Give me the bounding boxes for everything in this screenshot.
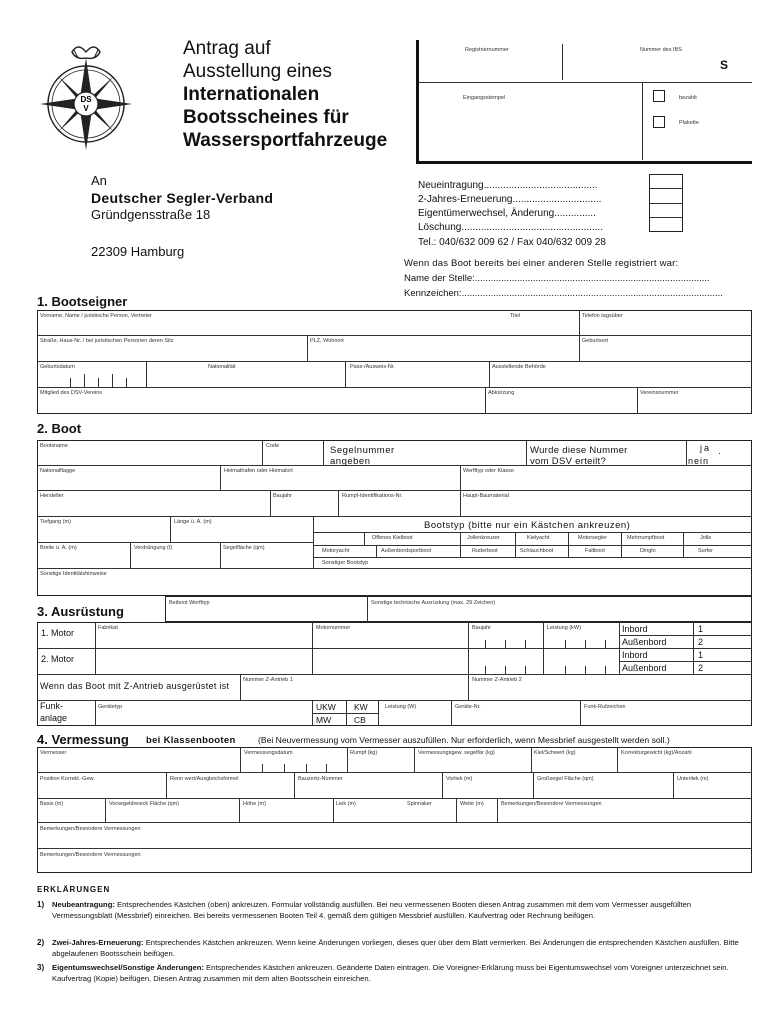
ibs-prefix: S bbox=[720, 58, 729, 72]
title-line-2: Ausstellung eines bbox=[183, 61, 332, 82]
section-4-table bbox=[37, 747, 752, 873]
geburtsdatum-label: Geburtsdatum bbox=[40, 364, 75, 370]
baujahr-label: Baujahr bbox=[273, 493, 292, 499]
explanation-3-text: Entsprechendes Kästchen ankreuzen. Geänderte Daten eintragen. Die Voreigner-Erklärung muss bei Eigentumswechsel vom Voreigner unterzeichnet sein. Kaufvertrag (Kopie) beifügen. Diesen Antrag zusammen mit dem alten Bootsschein einreichen. bbox=[52, 963, 729, 983]
motor-1-inbord: Inbord bbox=[622, 624, 648, 634]
motor-2-label: 2. Motor bbox=[41, 654, 75, 664]
weite-label: Weite (m) bbox=[460, 801, 484, 807]
explanation-3-number: 3) bbox=[37, 963, 45, 972]
explanation-1-text: Entsprechendes Kästchen (oben) ankreuzen. Formular vollständig ausfüllen. Bei neu vermessenen Booten diesen Antrag zusammen mit dem vom Vermesser ausgefüllten Vermessungsblatt (Messbrief) einreichen. Bei bereits vermessenen Booten Teil 4. gemäß dem gültigen Messbrief ausfüllen. Kaufvertrag oder Rechnung beifügen. bbox=[52, 900, 692, 920]
identitaet-label: Sonstige Identitätshinweise bbox=[40, 571, 107, 577]
explanation-1-number: 1) bbox=[37, 900, 45, 909]
funkanlage-label-2: anlage bbox=[40, 713, 68, 723]
hersteller-label: Hersteller bbox=[40, 493, 64, 499]
unterliek-label: Unterliek (m) bbox=[677, 776, 709, 782]
section-1-table bbox=[37, 310, 752, 414]
title-line-4: Bootsscheines für bbox=[183, 107, 349, 128]
explanation-1-heading: Neubeantragung: bbox=[52, 900, 115, 909]
motor-1-aussenbord-num: 2 bbox=[698, 637, 704, 647]
section-4-note: (Bei Neuvermessung vom Vermesser auszufüllen. Nur erforderlich, wenn Messbrief ausgestellt werden soll.) bbox=[258, 735, 670, 745]
bauzertz-label: Bauzertz-Nummer bbox=[298, 776, 343, 782]
kw-option[interactable]: KW bbox=[354, 702, 368, 712]
bezahlt-checkbox[interactable] bbox=[653, 90, 665, 102]
cb-option[interactable]: CB bbox=[354, 715, 366, 725]
position-label: Position Korrekt.-Gew. bbox=[40, 776, 95, 782]
geraetetyp-label: Gerätetyp bbox=[98, 704, 123, 710]
funkanlage-label: Funk- bbox=[40, 701, 64, 711]
titel-label: Titel bbox=[510, 313, 521, 319]
title-line-1: Antrag auf bbox=[183, 38, 271, 59]
vereinsnummer-label: Vereinsnummer bbox=[640, 390, 679, 396]
registered-kennzeichen: Kennzeichen:................................................................................................... bbox=[404, 288, 723, 299]
svg-text:V: V bbox=[83, 104, 89, 113]
address-org: Deutscher Segler-Verband bbox=[91, 190, 274, 206]
registered-question: Wenn das Boot bereits bei einer anderen Stelle registriert war: bbox=[404, 258, 679, 269]
bootstyp-jollenkreuzer[interactable]: Jollenkreuzer bbox=[467, 535, 500, 541]
mitglied-label: Mitglied des DSV-Vereins bbox=[40, 390, 103, 396]
vorliek-label: Vorliek (m) bbox=[446, 776, 473, 782]
bemerkungen-label-2: Bemerkungen/Besondere Vermessungen bbox=[40, 826, 141, 832]
eigentuemer-label: Eigentümerwechsel, Änderung............... bbox=[418, 208, 596, 219]
bootstyp-dinghi[interactable]: Dinghi bbox=[640, 548, 656, 554]
vermessungsdatum-label: Vermessungsdatum bbox=[244, 750, 293, 756]
spinnaker-label: Spinnaker bbox=[407, 801, 432, 807]
bemerkungen-label-1: Bemerkungen/Besondere Vermessungen bbox=[501, 801, 602, 807]
renn-label: Renn wert/Ausgleichsformel bbox=[170, 776, 239, 782]
rumpf-id-label: Rumpf-Identifikations-Nr. bbox=[342, 493, 403, 499]
geraete-nr-label: Geräte-Nr. bbox=[455, 704, 481, 710]
explanation-2-heading: Zwei-Jahres-Erneuerung: bbox=[52, 938, 144, 947]
liek-label: Liek (m) bbox=[336, 801, 356, 807]
werfttyp-label: Werfttyp oder Klasse bbox=[463, 468, 514, 474]
erneuerung-label: 2-Jahres-Erneuerung................................ bbox=[418, 194, 602, 205]
leistung-w-label: Leistung (W) bbox=[385, 704, 417, 710]
explanation-1 bbox=[52, 900, 752, 921]
office-use-box bbox=[416, 40, 752, 164]
pass-label: Pass-/Ausweis-Nr. bbox=[350, 364, 395, 370]
motornummer-label: Motornummer bbox=[316, 625, 351, 631]
section-1-title: 1. Bootseigner bbox=[37, 294, 128, 309]
motor-2-aussenbord-num: 2 bbox=[698, 663, 704, 673]
registered-stelle: Name der Stelle:......................................................................................... bbox=[404, 273, 710, 284]
tiefgang-label: Tiefgang (m) bbox=[40, 519, 71, 525]
section-4-title: 4. Vermessung bbox=[37, 732, 129, 747]
bootstyp-schlauchboot[interactable]: Schlauchboot bbox=[520, 548, 554, 554]
section-3-title: 3. Ausrüstung bbox=[37, 604, 124, 619]
segelnummer-label-2: angeben bbox=[330, 456, 371, 467]
z-antrieb-2-label: Nummer Z-Antrieb 2 bbox=[472, 677, 522, 683]
bezahlt-label: bezahlt bbox=[679, 95, 697, 101]
bootsname-label: Bootsname bbox=[40, 443, 68, 449]
nationalitaet-label: Nationalität bbox=[208, 364, 236, 370]
title-line-5: Wassersportfahrzeuge bbox=[183, 130, 388, 151]
explanation-3 bbox=[52, 963, 752, 984]
dsv-logo bbox=[22, 38, 152, 150]
z-antrieb-1-label: Nummer Z-Antrieb 1 bbox=[243, 677, 293, 683]
explanation-3-heading: Eigentumswechsel/Sonstige Änderungen: bbox=[52, 963, 204, 972]
motor-baujahr-label: Baujahr bbox=[472, 625, 491, 631]
abkuerzung-label: Abkürzung bbox=[488, 390, 515, 396]
rumpf-kg-label: Rumpf (kg) bbox=[350, 750, 378, 756]
compass-rose-icon bbox=[22, 38, 152, 150]
eingangsstempel-label: Eingangsstempel bbox=[463, 95, 506, 101]
segelnummer-label: Segelnummer bbox=[330, 445, 395, 456]
bootstyp-surfer[interactable]: Surfer bbox=[698, 548, 713, 554]
plakette-label: Plakette bbox=[679, 120, 699, 126]
grosssegel-label: Großsegel Fläche (qm) bbox=[537, 776, 594, 782]
motor-1-label: 1. Motor bbox=[41, 628, 75, 638]
vermessungsgew-label: Vermessungsgew. segelfär (kg) bbox=[418, 750, 495, 756]
motor-2-inbord-num: 1 bbox=[698, 650, 704, 660]
motor-2-aussenbord: Außenbord bbox=[622, 663, 667, 673]
address-street: Gründgensstraße 18 bbox=[91, 207, 211, 222]
bootstyp-mehrrumpfboot[interactable]: Mehrrumpfboot bbox=[627, 535, 665, 541]
bootstyp-aussenbordsportboot[interactable]: Außenbordsportboot bbox=[381, 548, 432, 554]
korrektur-label: Korrekturgewicht (kg)/Anzahl bbox=[621, 750, 692, 756]
ukw-option[interactable]: UKW bbox=[316, 702, 336, 712]
telefon-label: Telefon tagsüber bbox=[582, 313, 623, 319]
strasse-label: Straße, Haus-Nr. / bei juristischen Personen deren Sitz bbox=[40, 338, 174, 344]
motor-1-inbord-num: 1 bbox=[698, 624, 704, 634]
address-city: 22309 Hamburg bbox=[91, 244, 185, 259]
neueintragung-label: Neueintragung......................................... bbox=[418, 180, 598, 191]
plakette-checkbox[interactable] bbox=[653, 116, 665, 128]
bootstyp-offenes-kielboot[interactable]: Offenes Kielboot bbox=[372, 535, 413, 541]
vorname-label: Vorname, Name / juristische Person, Vertreter bbox=[40, 313, 152, 319]
nein-label: nein bbox=[688, 456, 710, 466]
bootstyp-ruderboot[interactable]: Ruderboot bbox=[472, 548, 498, 554]
vermesser-label: Vermesser bbox=[40, 750, 67, 756]
explanations-title: ERKLÄRUNGEN bbox=[37, 885, 111, 894]
verdraengung-label: Verdrängung (t) bbox=[134, 545, 173, 551]
breite-label: Breite ü. A. (m) bbox=[40, 545, 77, 551]
ibs-number-label: Nummer des IBS bbox=[640, 47, 682, 53]
title-line-3: Internationalen bbox=[183, 84, 320, 105]
bootstyp-heading: Bootstyp (bitte nur ein Kästchen ankreuzen) bbox=[424, 520, 631, 531]
mw-option[interactable]: MW bbox=[316, 715, 332, 725]
heimathafen-label: Heimathafen oder Hiemalort bbox=[224, 468, 293, 474]
bootstyp-kielyacht[interactable]: Kielyacht bbox=[527, 535, 550, 541]
explanation-2 bbox=[52, 938, 752, 959]
hoehe-label: Höhe (m) bbox=[243, 801, 266, 807]
loeschung-label: Löschung................................................... bbox=[418, 222, 604, 233]
address-an: An bbox=[91, 173, 107, 188]
kiel-label: Kiel/Schwert (kg) bbox=[534, 750, 576, 756]
basis-label: Basis (m) bbox=[40, 801, 64, 807]
dsv-number-question: Wurde diese Nummer bbox=[530, 445, 628, 456]
motor-1-aussenbord: Außenbord bbox=[622, 637, 667, 647]
ja-label: ja bbox=[700, 443, 712, 453]
hauptbaumaterial-label: Haupt-Baumaterial bbox=[463, 493, 509, 499]
leistung-kw-label: Leistung (kW) bbox=[547, 625, 581, 631]
bootstyp-faltboot[interactable]: Faltboot bbox=[585, 548, 605, 554]
motor-2-inbord: Inbord bbox=[622, 650, 648, 660]
bootstyp-sonstiger[interactable]: Sonstiger Bootstyp bbox=[322, 560, 369, 566]
beiboot-label: Beiboot Werfttyp bbox=[169, 600, 210, 606]
section-2-title: 2. Boot bbox=[37, 421, 82, 436]
bootstyp-motorsegler[interactable]: Motorsegler bbox=[578, 535, 608, 541]
sonstige-ausruestung-label: Sonstige technische Ausrüstung (max. 29 Zeichen) bbox=[371, 600, 496, 606]
segelflaeche-label: Segelfläche (qm) bbox=[223, 545, 265, 551]
vorsegel-label: Vorsegeldreieck Fläche (qm) bbox=[109, 801, 180, 807]
code-label: Code bbox=[266, 443, 280, 449]
fabrikat-label: Fabrikat bbox=[98, 625, 118, 631]
dsv-number-question-2: vom DSV erteilt? bbox=[530, 456, 607, 467]
laenge-label: Länge ü. A. (m) bbox=[174, 519, 212, 525]
bemerkungen-label-3: Bemerkungen/Besondere Vermessungen bbox=[40, 852, 141, 858]
z-antrieb-label: Wenn das Boot mit Z-Antrieb ausgerüstet ist bbox=[40, 681, 230, 691]
bootstyp-motoryacht[interactable]: Motoryacht bbox=[322, 548, 350, 554]
plz-label: PLZ, Wohnort bbox=[310, 338, 344, 344]
bootstyp-jolle[interactable]: Jolle bbox=[700, 535, 712, 541]
registriernummer-label: Registriernummer bbox=[465, 47, 509, 53]
behoerde-label: Ausstellende Behörde bbox=[492, 364, 546, 370]
explanation-2-text: Entsprechendes Kästchen ankreuzen. Wenn keine Änderungen vorliegen, dieses quer über dem Blatt vermerken. Bei Änderungen die entsprechenden Kästchen ausfüllen. Bitte abgelaufenen Bootsschein beifügen. bbox=[52, 938, 739, 958]
geburtsort-label: Geburtsort bbox=[582, 338, 608, 344]
svg-text:DS: DS bbox=[80, 95, 92, 104]
contact-tel: Tel.: 040/632 009 62 / Fax 040/632 009 28 bbox=[418, 237, 606, 248]
section-4-subtitle: bei Klassenbooten bbox=[146, 735, 236, 746]
rufzeichen-label: Funk-Rufzeichen bbox=[584, 704, 626, 710]
explanation-2-number: 2) bbox=[37, 938, 45, 947]
section-2-table bbox=[37, 440, 752, 596]
nationalflagge-label: Nationalflagge bbox=[40, 468, 76, 474]
